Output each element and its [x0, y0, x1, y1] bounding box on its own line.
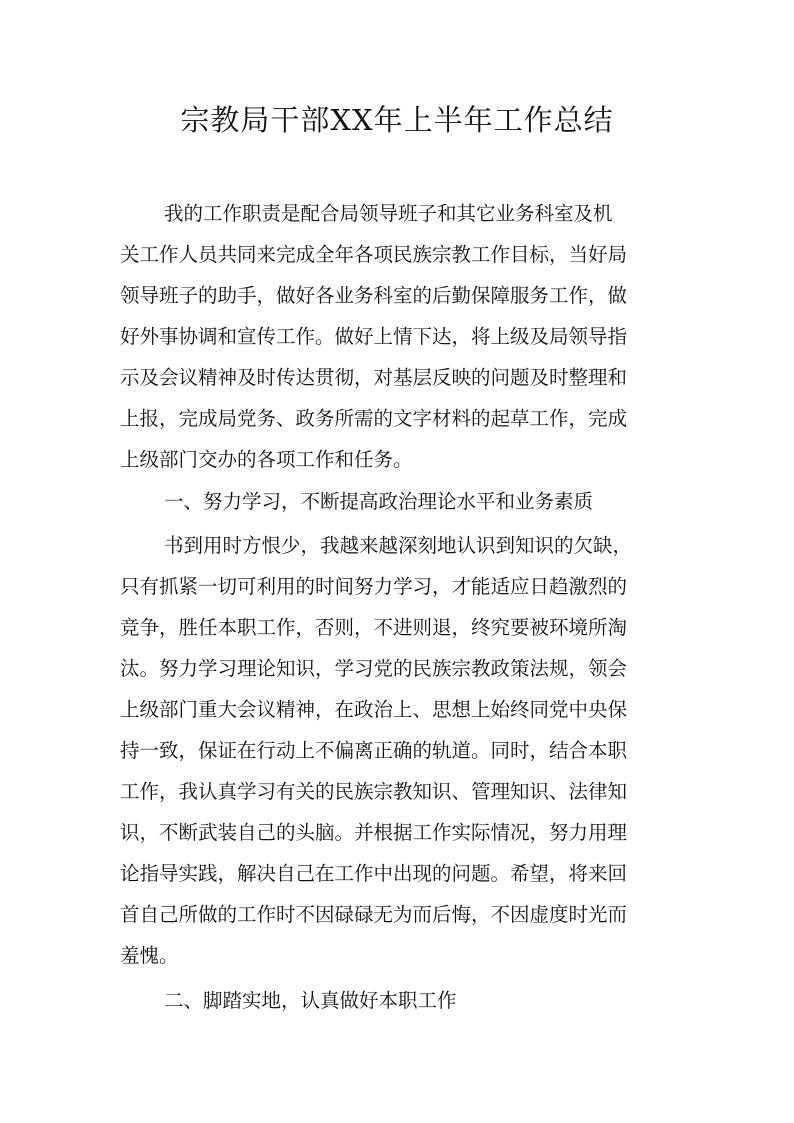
paragraph-line: 上报，完成局党务、政务所需的文字材料的起草工作，完成 [120, 407, 628, 430]
paragraph-line: 上级部门交办的各项工作和任务。 [120, 448, 413, 471]
paragraph-line: 示及会议精神及时传达贯彻，对基层反映的问题及时整理和 [120, 366, 628, 389]
paragraph-line: 汰。努力学习理论知识，学习党的民族宗教政策法规，领会 [120, 657, 628, 680]
paragraph-line: 持一致，保证在行动上不偏离正确的轨道。同时，结合本职 [120, 739, 628, 762]
paragraph-line: 好外事协调和宣传工作。做好上情下达，将上级及局领导指 [120, 325, 628, 348]
paragraph-line: 关工作人员共同来完成全年各项民族宗教工作目标，当好局 [120, 243, 628, 266]
paragraph-line: 识，不断武装自己的头脑。并根据工作实际情况，努力用理 [120, 821, 628, 844]
paragraph-line: 只有抓紧一切可利用的时间努力学习，才能适应日趋激烈的 [120, 575, 628, 598]
paragraph-line: 首自己所做的工作时不因碌碌无为而后悔，不因虚度时光而 [120, 903, 628, 926]
paragraph-line: 书到用时方恨少，我越来越深刻地认识到知识的欠缺， [164, 534, 633, 557]
paragraph-line: 羞愧。 [120, 944, 179, 967]
paragraph-line: 工作，我认真学习有关的民族宗教知识、管理知识、法律知 [120, 780, 628, 803]
paragraph-line: 论指导实践，解决自己在工作中出现的问题。希望，将来回 [120, 862, 628, 885]
paragraph-line: 竞争，胜任本职工作，否则，不进则退，终究要被环境所淘 [120, 616, 628, 639]
paragraph-line: 领导班子的助手，做好各业务科室的后勤保障服务工作，做 [120, 284, 628, 307]
section-heading-1: 一、努力学习，不断提高政治理论水平和业务素质 [164, 490, 594, 513]
paragraph-line: 我的工作职责是配合局领导班子和其它业务科室及机 [164, 202, 613, 225]
paragraph-line: 上级部门重大会议精神，在政治上、思想上始终同党中央保 [120, 698, 628, 721]
document-title: 宗教局干部XX年上半年工作总结 [180, 103, 614, 137]
section-heading-2: 二、脚踏实地，认真做好本职工作 [164, 989, 457, 1012]
